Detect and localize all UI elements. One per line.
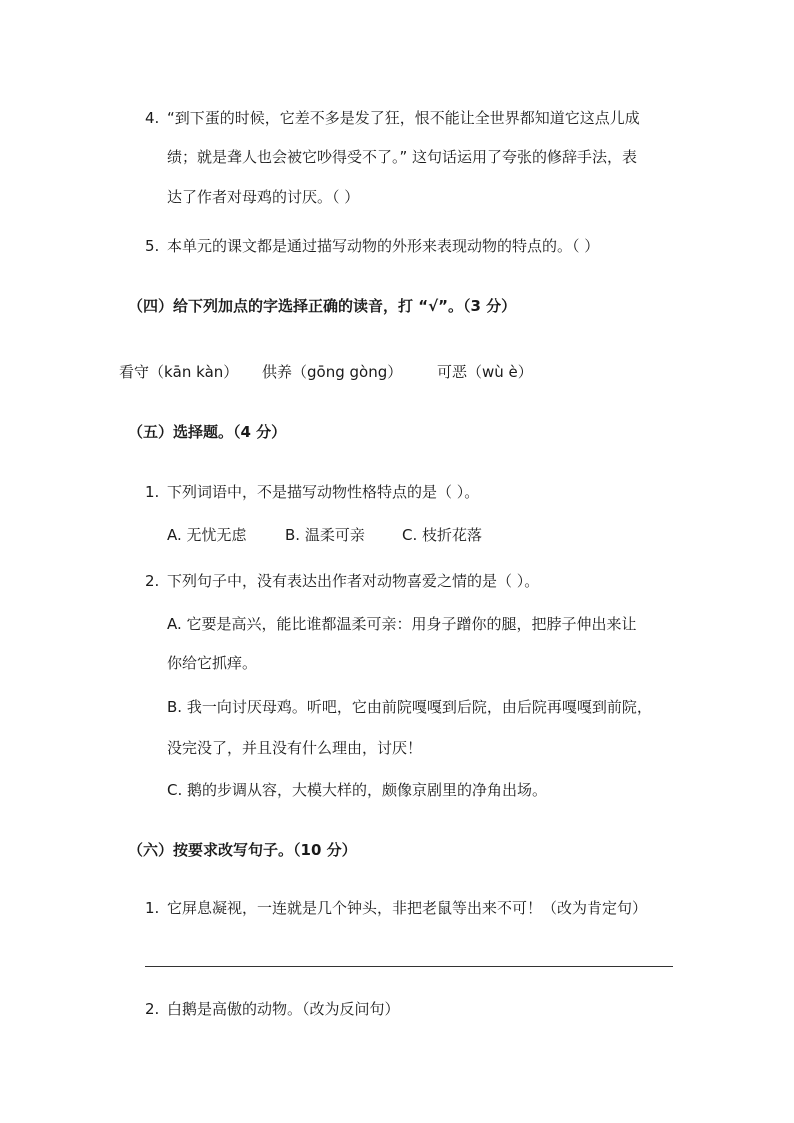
choice-q1-option-b: B. 温柔可亲 [285,526,365,544]
item-number: 2. [145,1000,160,1018]
choice-q2-option-c: C. 鹅的步调从容，大模大样的，颇像京剧里的净角出场。 [167,781,548,799]
section-6-title: （六）按要求改写句子。（10 分） [128,841,357,859]
choice-q1-option-c: C. 枝折花落 [402,526,483,544]
judge-item-4-line-3: 达了作者对母鸡的讨厌。（ ） [167,188,360,206]
rewrite-question-2: 2. 白鹅是高傲的动物。（改为反问句） [145,1000,400,1018]
item-number: 1. [145,899,160,917]
choice-q2-option-a-line-2: 你给它抓痒。 [167,654,258,672]
choice-q2-option-b-line-1: B. 我一向讨厌母鸡。听吧，它由前院嘎嘎到后院，由后院再嘎嘎到前院， [167,698,652,716]
section-5-title: （五）选择题。（4 分） [128,423,287,441]
item-number: 5. [145,237,160,255]
judge-item-4-line-2: 绩；就是聋人也会被它吵得受不了。” 这句话运用了夸张的修辞手法，表 [167,148,638,166]
pinyin-item-2: 供养（gōng gòng） [262,363,403,381]
item-number: 1. [145,483,160,501]
choice-question-1: 1. 下列词语中，不是描写动物性格特点的是（ ）。 [145,483,480,501]
item-number: 2. [145,572,160,590]
choice-q1-option-a: A. 无忧无虑 [167,526,247,544]
answer-line[interactable] [145,966,673,967]
choice-q2-option-a-line-1: A. 它要是高兴，能比谁都温柔可亲：用身子蹭你的腿，把脖子伸出来让 [167,615,637,633]
rewrite-question-1: 1. 它屏息凝视，一连就是几个钟头，非把老鼠等出来不可！（改为肯定句） [145,899,648,917]
choice-question-2: 2. 下列句子中，没有表达出作者对动物喜爱之情的是（ ）。 [145,572,540,590]
item-number: 4. [145,109,160,127]
pinyin-item-1: 看守（kān kàn） [119,363,239,381]
section-4-title: （四）给下列加点的字选择正确的读音，打 “√”。（3 分） [128,297,517,315]
judge-item-4-line-1: 4. “到下蛋的时候，它差不多是发了狂，恨不能让全世界都知道它这点儿成 [145,109,640,127]
pinyin-item-3: 可恶（wù è） [437,363,533,381]
choice-q2-option-b-line-2: 没完没了，并且没有什么理由，讨厌！ [167,739,423,757]
judge-item-5: 5. 本单元的课文都是通过描写动物的外形来表现动物的特点的。（ ） [145,237,600,255]
